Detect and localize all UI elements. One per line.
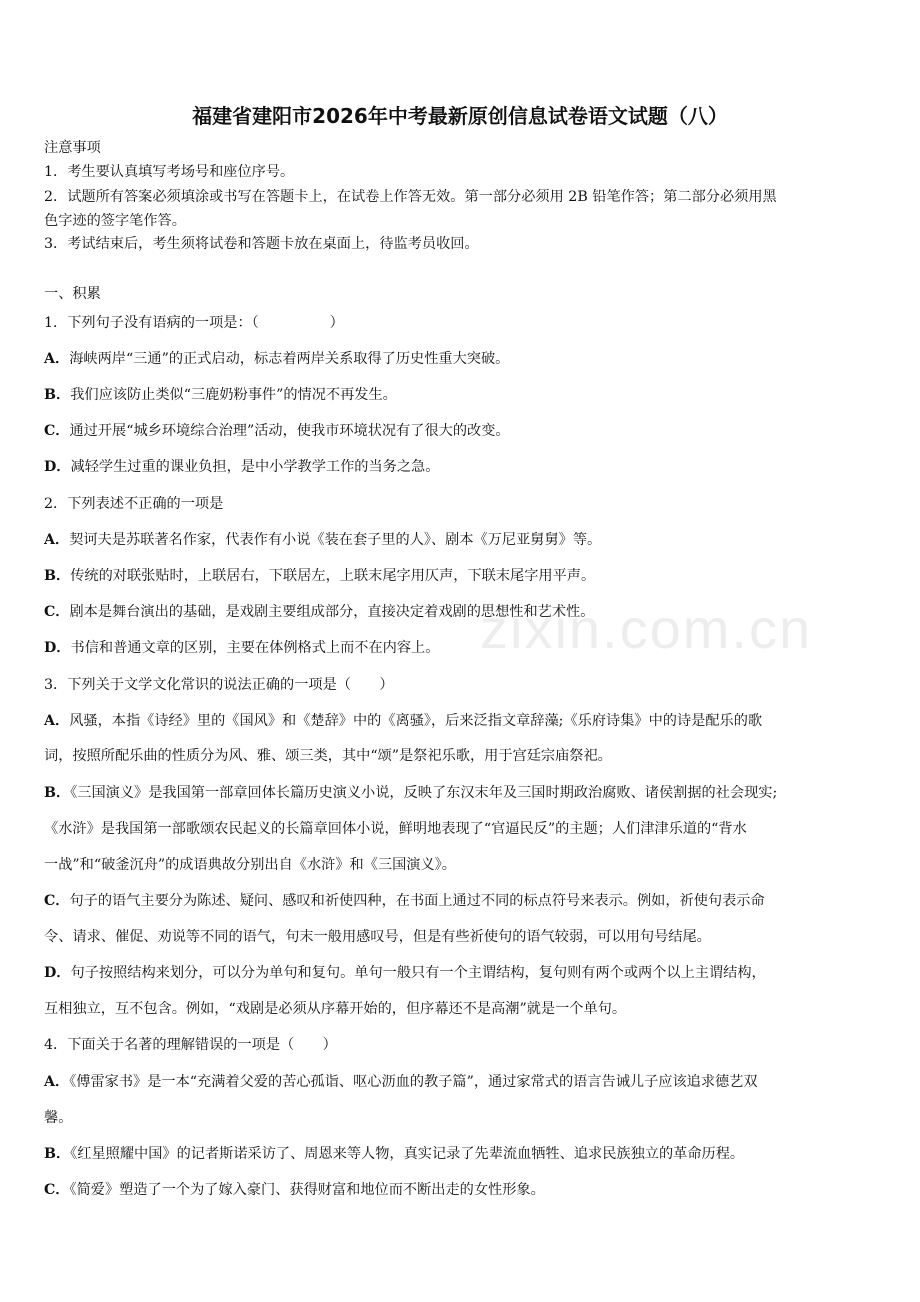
option-letter: B． — [44, 1146, 71, 1162]
option-letter: C． — [44, 893, 70, 909]
option-text: 《简爱》塑造了一个为了嫁入豪门、获得财富和地位而不断出走的女性形象。 — [69, 1182, 545, 1198]
option-letter: C． — [44, 604, 70, 620]
option-text: 我们应该防止类似“三鹿奶粉事件”的情况不再发生。 — [70, 387, 397, 403]
option-line — [44, 1180, 545, 1200]
option-continuation: 令、请求、催促、劝说等不同的语气，句末一般用感叹号，但是有些祈使句的语气较弱，可以用句号结尾。 — [44, 929, 711, 945]
exam-title: 福建省建阳市2026年中考最新原创信息试卷语文试题（八） — [192, 104, 728, 128]
option-text: 《红星照耀中国》的记者斯诺采访了、周恩来等人物，真实记录了先辈流血牺牲、追求民族独立的革命历程。 — [70, 1146, 745, 1162]
option-continuation: 一战”和“破釜沉舟”的成语典故分别出自《水浒》和《三国演义》。 — [44, 857, 456, 873]
notice-item: 1．考生要认真填写考场号和座位序号。 — [44, 164, 295, 180]
option-line — [44, 1144, 744, 1164]
option-continuation: 《水浒》是我国第一部歌颂农民起义的长篇章回体小说，鲜明地表现了“官逼民反”的主题；人们津津乐道的“背水 — [44, 821, 747, 837]
option-text: 契诃夫是苏联著名作家，代表作有小说《装在套子里的人》、剧本《万尼亚舅舅》等。 — [69, 532, 602, 548]
option-letter: B． — [44, 387, 71, 403]
option-line — [44, 711, 762, 731]
notice-item: 2．试题所有答案必须填涂或书写在答题卡上，在试卷上作答无效。第一部分必须用 2B 铅笔作答；第二部分必须用黑 — [44, 189, 777, 205]
option-text: 传统的对联张贴时，上联居右，下联居左，上联末尾字用仄声，下联末尾字用平声。 — [70, 568, 596, 584]
option-text: 书信和普通文章的区别，主要在体例格式上而不在内容上。 — [70, 640, 440, 656]
option-text: 《三国演义》是我国第一部章回体长篇历史演义小说，反映了东汉末年及三国时期政治腐败、诸侯割据的社会现实; — [70, 785, 778, 801]
option-text: 《傅雷家书》是一本“充满着父爱的苦心孤诣、呕心沥血的教子篇”，通过家常式的语言告诫儿子应该追求德艺双 — [69, 1074, 758, 1090]
option-letter: A． — [44, 1074, 70, 1090]
option-letter: C． — [44, 423, 70, 439]
option-text: 句子的语气主要分为陈述、疑问、感叹和祈使四种，在书面上通过不同的标点符号来表示。例如，祈使句表示命 — [69, 893, 765, 909]
question-stem: 2．下列表述不正确的一项是 — [44, 496, 224, 512]
option-letter: D． — [44, 965, 71, 981]
option-line — [44, 457, 439, 477]
option-line — [44, 963, 766, 983]
notice-heading: 注意事项 — [44, 140, 101, 156]
watermark-text: zixin.com.cn — [480, 597, 813, 660]
question-stem: 1．下列句子没有语病的一项是：（ ） — [44, 315, 344, 331]
option-line — [44, 421, 510, 441]
question-stem: 3．下列关于文学文化常识的说法正确的一项是（ ） — [44, 677, 394, 693]
option-line — [44, 783, 777, 803]
option-text: 风骚，本指《诗经》里的《国风》和《楚辞》中的《离骚》，后来泛指文章辞藻;《乐府诗集》中的诗是配乐的歌 — [69, 713, 763, 729]
question-stem: 4．下面关于名著的理解错误的一项是（ ） — [44, 1037, 337, 1053]
option-letter: B． — [44, 785, 71, 801]
option-letter: A． — [44, 351, 70, 367]
option-continuation: 馨。 — [44, 1110, 73, 1126]
option-line — [44, 349, 509, 369]
option-line — [44, 530, 601, 550]
option-letter: D． — [44, 459, 71, 475]
option-line — [44, 891, 765, 911]
notice-item: 色字迹的签字笔作答。 — [44, 213, 186, 229]
option-letter: A． — [44, 532, 70, 548]
option-continuation: 互相独立，互不包含。例如，“戏剧是必须从序幕开始的，但序幕还不是高潮”就是一个单句。 — [44, 1001, 627, 1017]
section-heading: 一、积累 — [44, 286, 101, 302]
option-line — [44, 385, 397, 405]
option-line — [44, 638, 439, 658]
option-letter: C． — [44, 1182, 70, 1198]
option-text: 通过开展“城乡环境综合治理”活动，使我市环境状况有了很大的改变。 — [69, 423, 510, 439]
option-text: 句子按照结构来划分，可以分为单句和复句。单句一般只有一个主谓结构，复句则有两个或两个以上主谓结构， — [70, 965, 766, 981]
option-text: 减轻学生过重的课业负担，是中小学教学工作的当务之急。 — [70, 459, 440, 475]
option-text: 海峡两岸“三通”的正式启动，标志着两岸关系取得了历史性重大突破。 — [69, 351, 510, 367]
option-letter: A． — [44, 713, 70, 729]
option-line — [44, 566, 595, 586]
option-continuation: 词，按照所配乐曲的性质分为风、雅、颂三类，其中“颂”是祭祀乐歌，用于宫廷宗庙祭祀。 — [44, 748, 612, 764]
option-line — [44, 1072, 758, 1092]
option-text: 剧本是舞台演出的基础，是戏剧主要组成部分，直接决定着戏剧的思想性和艺术性。 — [69, 604, 595, 620]
option-letter: B． — [44, 568, 71, 584]
notice-item: 3．考试结束后，考生须将试卷和答题卡放在桌面上，待监考员收回。 — [44, 236, 479, 252]
option-letter: D． — [44, 640, 71, 656]
